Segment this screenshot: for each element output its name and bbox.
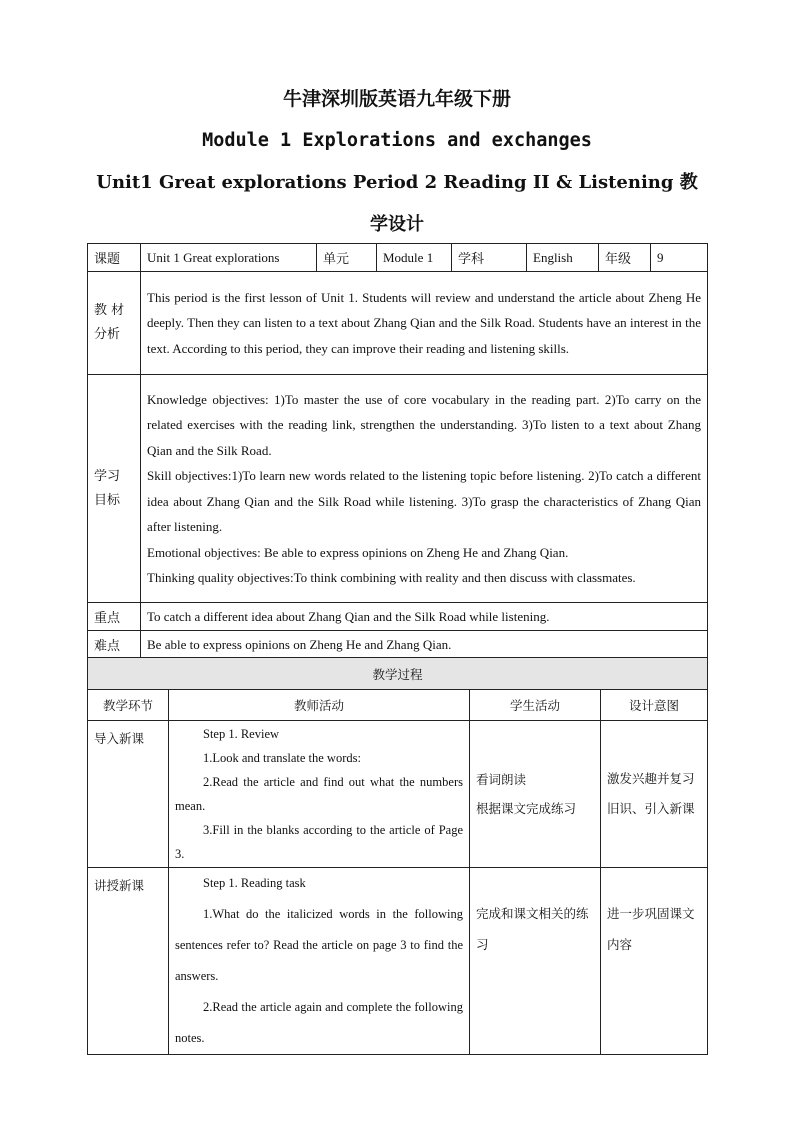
difficult-point-text: Be able to express opinions on Zheng He and Zhang Qian. bbox=[141, 631, 708, 659]
teacher-step: Step 1. Review bbox=[203, 727, 280, 741]
teacher-activity-intro bbox=[169, 721, 470, 868]
student-step: 看词朗读 bbox=[476, 772, 527, 787]
info-row-difficult-point bbox=[88, 631, 708, 659]
student-step: 根据课文完成练习 bbox=[476, 801, 577, 816]
teacher-step: 2.Read the article again and complete the following notes. bbox=[175, 1000, 463, 1045]
difficult-point-label: 难点 bbox=[88, 631, 141, 659]
key-point-text: To catch a different idea about Zhang Qian and the Silk Road while listening. bbox=[141, 603, 708, 631]
lesson-info-table bbox=[87, 243, 708, 659]
teaching-process-table bbox=[87, 657, 708, 1055]
header-stage: 教学环节 bbox=[88, 690, 169, 721]
analysis-text: This period is the first lesson of Unit 1. Students will review and understand the article about Zheng He deeply. Then they can listen to a text about Zhang Qian and the Silk Road. Students have an interest in the text. According to this period, they can improve their reading and listening skills. bbox=[141, 272, 708, 375]
grade-label: 年级 bbox=[599, 244, 651, 272]
header-intent: 设计意图 bbox=[601, 690, 708, 721]
process-row-new-lesson bbox=[88, 868, 708, 1055]
info-row-analysis bbox=[88, 272, 708, 375]
student-activity-new-lesson bbox=[470, 868, 601, 1055]
header-student: 学生活动 bbox=[470, 690, 601, 721]
document-header bbox=[0, 78, 794, 246]
objective-emotional: Emotional objectives: Be able to express opinions on Zheng He and Zhang Qian. bbox=[147, 544, 569, 560]
teacher-step: 1.What do the italicized words in the following sentences refer to? Read the article on page 3 to find the answers. bbox=[175, 907, 463, 983]
subject-value: English bbox=[527, 244, 599, 272]
header-teacher: 教师活动 bbox=[169, 690, 470, 721]
topic-label: 课题 bbox=[88, 244, 141, 272]
info-row-topic bbox=[88, 244, 708, 272]
stage-new-lesson: 讲授新课 bbox=[88, 868, 169, 1055]
teacher-activity-new-lesson bbox=[169, 868, 470, 1055]
process-header-row bbox=[88, 690, 708, 721]
key-point-label: 重点 bbox=[88, 603, 141, 631]
unit-value: Module 1 bbox=[377, 244, 452, 272]
process-row-intro bbox=[88, 721, 708, 868]
analysis-label: 教 材 分析 bbox=[88, 272, 141, 375]
teacher-step: Step 1. Reading task bbox=[203, 876, 306, 890]
unit-label: 单元 bbox=[317, 244, 377, 272]
topic-value: Unit 1 Great explorations bbox=[141, 244, 317, 272]
design-intent-new-lesson: 进一步巩固课文内容 bbox=[601, 868, 708, 1055]
unit-title: Unit1 Great explorations Period 2 Reading II & Listening 教学设计 bbox=[96, 172, 698, 235]
objective-thinking: Thinking quality objectives:To think combining with reality and then discuss with classmates. bbox=[147, 570, 636, 585]
info-row-key-point bbox=[88, 603, 708, 631]
teacher-step: 1.Look and translate the words: bbox=[203, 751, 361, 765]
student-step: 完成和课文相关的练习 bbox=[476, 906, 589, 952]
stage-intro: 导入新课 bbox=[88, 721, 169, 868]
design-intent-intro: 激发兴趣并复习旧识、引入新课 bbox=[601, 721, 708, 868]
objectives-label: 学习 目标 bbox=[88, 375, 141, 603]
grade-value: 9 bbox=[651, 244, 708, 272]
teacher-step: 3.Fill in the blanks according to the article of Page 3. bbox=[175, 823, 463, 861]
process-band-title: 教学过程 bbox=[88, 658, 708, 690]
info-row-objectives bbox=[88, 375, 708, 603]
subject-label: 学科 bbox=[452, 244, 527, 272]
process-band-row bbox=[88, 658, 708, 690]
objective-skill: Skill objectives:1)To learn new words related to the listening topic before listening. 2)To catch a different idea about Zhang Qian and the Silk Road while listening. 3)To grasp the characteristics of Zhang Qian after listening. bbox=[147, 468, 701, 534]
book-title: 牛津深圳版英语九年级下册 bbox=[282, 88, 511, 110]
module-title: Module 1 Explorations and exchanges bbox=[202, 130, 592, 151]
objectives-text bbox=[141, 375, 708, 603]
teacher-step: 2.Read the article and find out what the numbers mean. bbox=[175, 775, 463, 813]
student-activity-intro bbox=[470, 721, 601, 868]
objective-knowledge: Knowledge objectives: 1)To master the use of core vocabulary in the reading part. 2)To carry on the related exercises with the reading link, strengthen the understanding. 3)To listen to a text about Zhang Qian and the Silk Road. bbox=[147, 391, 701, 458]
